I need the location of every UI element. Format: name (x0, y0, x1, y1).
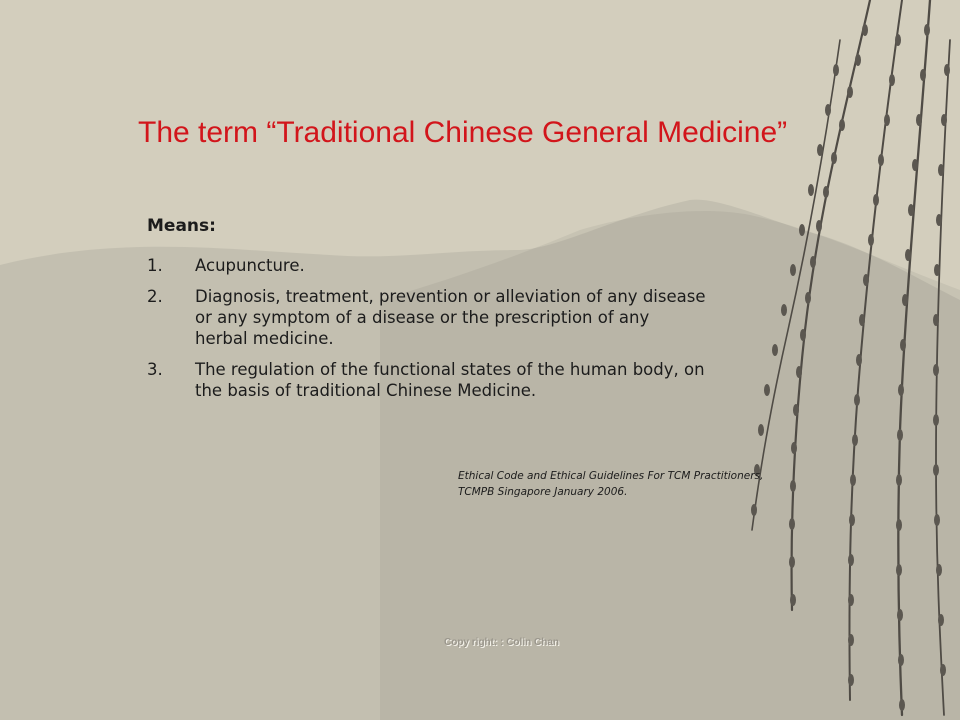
means-label: Means: (147, 216, 216, 236)
list-item-text: Diagnosis, treatment, prevention or alleviation of any disease or any symptom of a disease or the prescription of any herbal medicine. (195, 287, 706, 348)
citation-line-2: TCMPB Singapore January 2006. (458, 486, 628, 498)
list-item-number: 2. (147, 287, 163, 306)
definition-list (147, 255, 707, 411)
citation (458, 468, 818, 500)
citation-line-1: Ethical Code and Ethical Guidelines For TCM Practitioners, (458, 470, 764, 482)
list-item (147, 286, 707, 349)
list-item (147, 255, 707, 276)
list-item-number: 3. (147, 360, 163, 379)
list-item-text: The regulation of the functional states of the human body, on the basis of traditional Chinese Medicine. (195, 360, 705, 400)
copyright-footer: Copy right: : Colin Chan (444, 637, 559, 648)
list-item-text: Acupuncture. (195, 256, 305, 275)
list-item (147, 359, 707, 401)
list-item-number: 1. (147, 256, 163, 275)
slide-title: The term “Traditional Chinese General Medicine” (138, 116, 788, 149)
